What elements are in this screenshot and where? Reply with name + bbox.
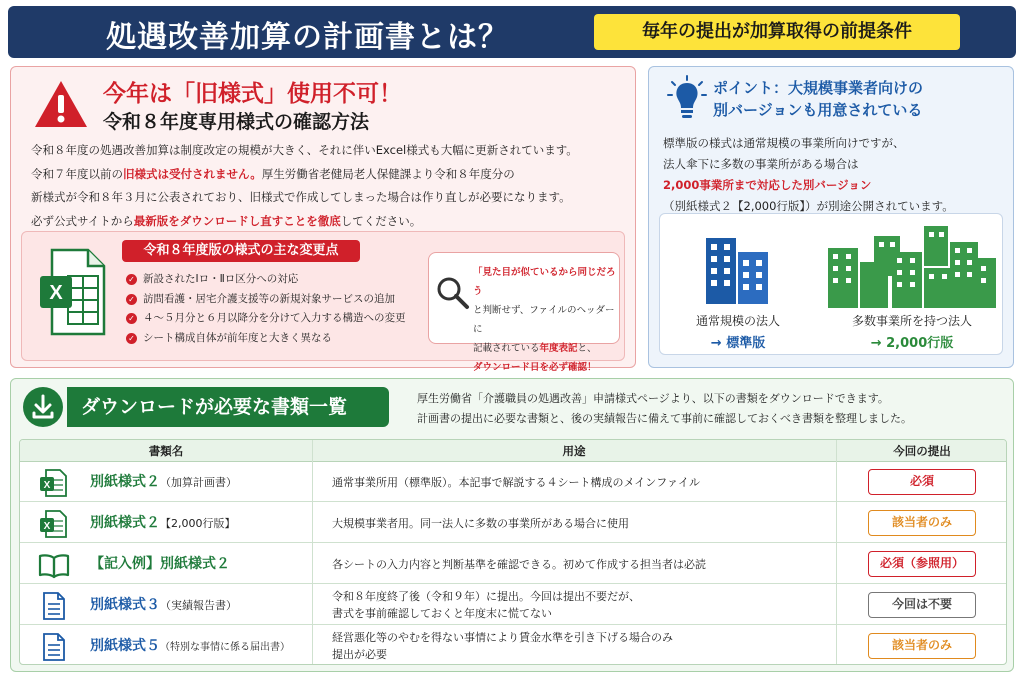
svg-text:X: X	[49, 282, 63, 304]
magnifier-icon	[435, 275, 471, 311]
doc-use-line: 令和８年度終了後（令和９年）に提出。今回は提出不要だが、	[332, 590, 640, 603]
download-intro-1: 厚生労働省「介護職員の処遇改善」申請様式ページより、以下の書類をダウンロードできます。	[417, 392, 889, 405]
lightbulb-icon	[667, 75, 707, 121]
org-comparison-box	[659, 213, 1003, 355]
table-row	[20, 462, 1007, 502]
doc-use	[332, 626, 832, 665]
point-title-1: ポイント：大規模事業者向けの	[713, 79, 924, 97]
col-header-use: 用途	[562, 444, 586, 458]
warning-line-4	[31, 210, 631, 234]
list-item-text: シート構成自体が前年度と大きく異なる	[143, 331, 332, 344]
doc-name[interactable]	[90, 585, 237, 625]
download-intro	[417, 389, 1007, 429]
check-icon: ✓	[126, 333, 137, 344]
changes-box	[21, 231, 625, 373]
download-panel	[10, 378, 1014, 672]
warning-subheadline: 令和８年度専用様式の確認方法	[103, 111, 370, 133]
warning-line-4c: してください。	[340, 213, 422, 228]
download-title: ダウンロードが必要な書類一覧	[67, 387, 389, 427]
org-standard-value: → 標準版	[710, 336, 766, 351]
caution-line-1: 「見た目が似ているから同じだろう	[473, 267, 616, 297]
table-row	[20, 544, 1007, 584]
warning-triangle-icon	[33, 79, 89, 129]
point-body	[663, 133, 1009, 217]
table-row	[20, 503, 1007, 543]
warning-line-1: 令和８年度の処遇改善加算は制度改定の規模が大きく、それに伴いExcel様式も大幅に更新されています。	[31, 143, 578, 157]
doc-use	[332, 503, 832, 543]
caution-text	[473, 263, 617, 377]
download-intro-2: 計画書の提出に必要な書類と、後の実績報告に備えて事前に確認しておくべき書類を整理しました。	[417, 412, 912, 425]
open-book-icon	[38, 550, 70, 580]
doc-use-line: 各シートの入力内容と判断基準を確認できる。初めて作成する担当者は必読	[332, 557, 706, 571]
list-item	[126, 290, 406, 310]
caution-note	[428, 252, 620, 373]
doc-name-text: 別紙様式２	[90, 515, 160, 531]
list-item-text: 訪問看護・居宅介護支援等の新規対象サービスの追加	[143, 292, 395, 305]
doc-use-line: 大規模事業者用。同一法人に多数の事業所がある場合に使用	[332, 516, 629, 530]
point-title-2: 別バージョンも用意されている	[713, 101, 923, 119]
table-row	[20, 626, 1007, 665]
warning-line-3: 新様式が令和８年３月に公表されており、旧様式で作成してしまった場合は作り直しが必要になります。	[31, 190, 571, 204]
col-header-name: 書類名	[148, 444, 184, 458]
doc-name-text: 別紙様式３	[90, 597, 160, 613]
download-icon	[23, 387, 63, 427]
doc-use-line: 提出が必要	[332, 648, 387, 661]
caution-line-4: ダウンロード日を必ず確認！	[473, 362, 597, 373]
point-panel	[648, 66, 1014, 368]
org-large-value: → 2,000行版	[870, 336, 954, 351]
point-line-1: 標準版の様式は通常規模の事業所向けですが、	[663, 136, 905, 150]
documents-table	[19, 439, 1007, 665]
doc-name-text: 【記入例】別紙様式２	[90, 556, 230, 572]
check-icon: ✓	[126, 274, 137, 285]
warning-line-4b: 最新版をダウンロードし直すことを徹底	[133, 213, 341, 228]
warning-line-2	[31, 163, 631, 187]
org-standard-label: 通常規模の法人	[695, 314, 780, 328]
list-item	[126, 329, 406, 349]
caution-line-3b: 年度表記	[539, 343, 578, 354]
header-tag: 毎年の提出が加算取得の前提条件	[594, 14, 960, 50]
warning-body	[31, 139, 631, 233]
doc-use	[332, 544, 832, 584]
office-building-icon	[702, 230, 774, 304]
caution-line-3	[473, 339, 617, 358]
point-line-4: （別紙様式２【2,000行版】）が別途公開されています。	[663, 199, 954, 213]
caution-line-2: と判断せず、ファイルのヘッダーに	[473, 305, 615, 335]
warning-panel	[10, 66, 636, 373]
status-badge: 必須（参照用）	[868, 551, 976, 577]
changes-title: 令和８年度版の様式の主な変更点	[122, 240, 360, 262]
doc-name[interactable]	[90, 626, 290, 665]
warning-line-2c: 厚生労働省老健局老人保健課より令和８年度分の	[261, 166, 515, 181]
status-badge: 該当者のみ	[868, 510, 976, 536]
org-large-label: 多数事業所を持つ法人	[851, 314, 972, 328]
table-row	[20, 585, 1007, 625]
warning-line-2b: 旧様式は受付されません。	[123, 166, 262, 181]
doc-name-sub: （加算計画書）	[160, 476, 237, 489]
excel-file-icon	[38, 468, 68, 498]
list-item	[126, 270, 406, 290]
doc-use-line: 通常事業所用（標準版）。本記事で解説する４シート構成のメインファイル	[332, 475, 701, 489]
doc-name-text: 別紙様式２	[90, 474, 160, 490]
warning-headline: 今年は「旧様式」使用不可！	[103, 81, 402, 107]
doc-use	[332, 585, 832, 625]
status-badge: 該当者のみ	[868, 633, 976, 659]
page-header	[8, 6, 1016, 58]
svg-text:X: X	[43, 480, 51, 491]
point-line-3: 2,000事業所まで対応した別バージョン	[663, 178, 872, 192]
excel-file-icon	[38, 509, 68, 539]
check-icon: ✓	[126, 294, 137, 305]
doc-use-line: 書式を事前確認しておくと年度末に慌てない	[332, 607, 552, 620]
list-item-text: 新設されたⅠロ・Ⅱロ区分への対応	[143, 273, 299, 285]
list-item-text: ４～５月分と６月以降分を分けて入力する構造への変更	[143, 312, 406, 324]
changes-list	[126, 270, 406, 348]
page-title: 処遇改善加算の計画書とは？	[106, 20, 509, 55]
point-line-2: 法人傘下に多数の事業所がある場合は	[663, 157, 859, 171]
list-item	[126, 309, 406, 329]
svg-text:X: X	[43, 521, 51, 532]
document-icon	[38, 632, 68, 662]
doc-name[interactable]	[90, 544, 230, 584]
document-icon	[38, 591, 68, 621]
check-icon: ✓	[126, 313, 137, 324]
excel-file-icon	[38, 246, 108, 338]
doc-name-text: 別紙様式５	[90, 638, 160, 654]
col-header-submit: 今回の提出	[893, 444, 951, 458]
caution-line-3a: 記載されている	[473, 343, 540, 354]
doc-name-sub: 【2,000行版】	[160, 517, 236, 530]
doc-name[interactable]	[90, 503, 236, 543]
status-badge: 必須	[868, 469, 976, 495]
status-badge: 今回は不要	[868, 592, 976, 618]
doc-name[interactable]	[90, 462, 237, 502]
doc-name-sub: （特別な事情に係る届出書）	[160, 642, 290, 653]
table-header	[20, 440, 1007, 462]
doc-use-line: 経営悪化等のやむを得ない事情により賃金水準を引き下げる場合のみ	[332, 631, 673, 644]
warning-line-2a: 令和７年度以前の	[31, 166, 123, 181]
multiple-buildings-icon	[826, 222, 998, 308]
warning-line-4a: 必ず公式サイトから	[31, 213, 134, 228]
caution-line-3c: と、	[577, 343, 597, 354]
doc-name-sub: （実績報告書）	[160, 599, 237, 612]
doc-use	[332, 462, 832, 502]
